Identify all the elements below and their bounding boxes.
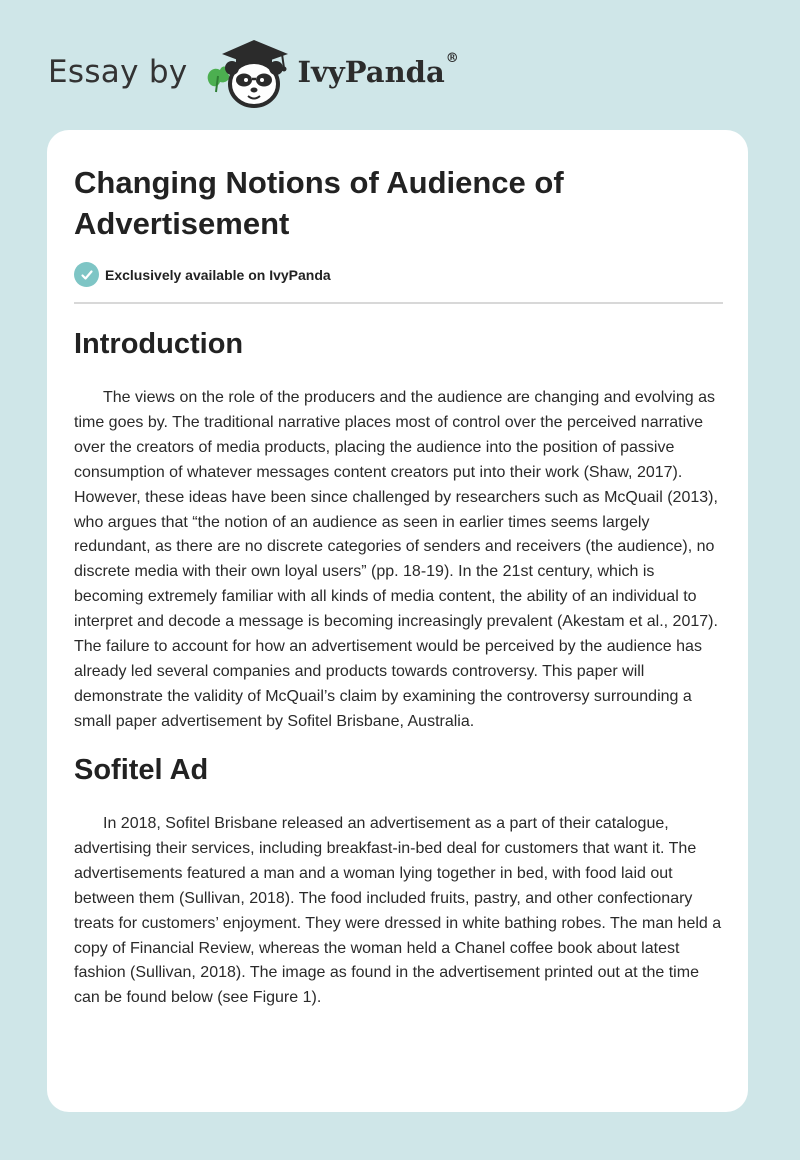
- section-paragraph-sofitel-ad: In 2018, Sofitel Brisbane released an advertisement as a part of their catalogue, advertising their services, including breakfast-in-bed deal for customers that want it. The advertisements featured a man and a woman lying together in bed, with food laid out between them (Sullivan, 2018). The food included fruits, pastry, and other confectionary treats for customers’ enjoyment. They were dressed in white bathing robes. The man held a copy of Financial Review, whereas the woman held a Chanel coffee book about latest fashion (Sullivan, 2018). The image as found in the advertisement printed out at the time can be found below (see Figure 1).: [74, 815, 722, 1007]
- panda-graduate-logo-icon[interactable]: [202, 34, 294, 110]
- exclusive-label: Exclusively available on IvyPanda: [105, 266, 331, 283]
- brand-name[interactable]: [297, 51, 459, 89]
- section-paragraph-introduction: The views on the role of the producers and the audience are changing and evolving as time goes by. The traditional narrative places most of control over the perceived narrative over the creators of media products, placing the audience into the position of passive consumption of whatever messages content creators put into their work (Shaw, 2017). However, these ideas have been since challenged by researchers such as McQuail (2013), who argues that “the notion of an audience as seen in earlier times seems largely redundant, as there are no discrete categories of senders and receivers (the audience), no discrete media with their own loyal users” (pp. 18-19). In the 21st century, which is becoming extremely familiar with all kinds of media content, the ability of an individual to interpret and decode a message is becoming increasingly prevalent (Akestam et al., 2017). The failure to account for how an advertisement would be perceived by the audience has already led several companies and products towards controversy. This paper will demonstrate the validity of McQuail’s claim by examining the controversy surrounding a small paper advertisement by Sofitel Brisbane, Australia.: [74, 389, 718, 730]
- brand-text: IvyPanda: [297, 55, 445, 89]
- essay-title: Changing Notions of Audience of Advertisement: [74, 165, 564, 241]
- exclusive-notice: [74, 262, 331, 287]
- check-circle-icon: [74, 262, 99, 287]
- section-heading-introduction: Introduction: [74, 328, 244, 360]
- title-divider: [74, 302, 723, 304]
- essay-card: [47, 130, 748, 1112]
- registered-mark: ®: [445, 51, 459, 66]
- section-heading-sofitel-ad: Sofitel Ad: [74, 754, 209, 786]
- essay-by-label: Essay by: [48, 54, 188, 90]
- site-header: [48, 34, 459, 110]
